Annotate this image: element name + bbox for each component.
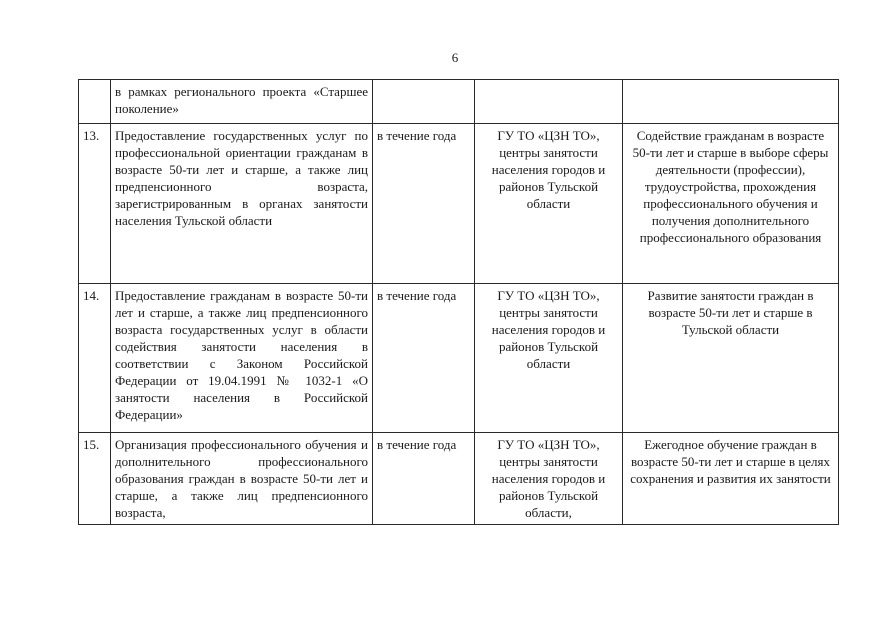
row-number: 14.: [79, 284, 111, 433]
page-number: 6: [451, 50, 459, 65]
measure-description: в рамках регионального проекта «Старшее поколение»: [111, 80, 373, 124]
executor: [475, 80, 623, 124]
expected-result: Ежегодное обучение граждан в возрасте 50-ти лет и старше в целях сохранения и развития их занятости: [623, 433, 839, 525]
executor: ГУ ТО «ЦЗН ТО», центры занятости населения городов и районов Тульской области: [475, 124, 623, 284]
measure-description: Предоставление гражданам в возрасте 50-ти лет и старше, а также лиц предпенсионного возраста государственных услуг в области содействия занятости населения в соответствии с Законом Российской Федерации от 19.04.1991 № 1032-1 «О занятости населения в Российской Федерации»: [111, 284, 373, 433]
action-plan-table: [78, 79, 839, 525]
executor: ГУ ТО «ЦЗН ТО», центры занятости населения городов и районов Тульской области,: [475, 433, 623, 525]
row-number: 15.: [79, 433, 111, 525]
deadline: в течение года: [373, 433, 475, 525]
table-row: [79, 124, 839, 284]
measure-description: Организация профессионального обучения и дополнительного профессионального образования граждан в возрасте 50-ти лет и старше, а также лиц предпенсионного возраста,: [111, 433, 373, 525]
expected-result: Содействие гражданам в возрасте 50-ти лет и старше в выборе сферы деятельности (профессии), трудоустройства, прохождения профессионального обучения и получения дополнительного профессионального образования: [623, 124, 839, 284]
expected-result: [623, 80, 839, 124]
table-row: [79, 80, 839, 124]
table-row: [79, 284, 839, 433]
executor: ГУ ТО «ЦЗН ТО», центры занятости населения городов и районов Тульской области: [475, 284, 623, 433]
table-row: [79, 433, 839, 525]
row-number: [79, 80, 111, 124]
deadline: в течение года: [373, 124, 475, 284]
deadline: в течение года: [373, 284, 475, 433]
measure-description: Предоставление государственных услуг по профессиональной ориентации гражданам в возрасте 50-ти лет и старше, а также лиц предпенсионного возраста, зарегистрированным в органах занятости населения Тульской области: [111, 124, 373, 284]
row-number: 13.: [79, 124, 111, 284]
expected-result: Развитие занятости граждан в возрасте 50-ти лет и старше в Тульской области: [623, 284, 839, 433]
deadline: [373, 80, 475, 124]
